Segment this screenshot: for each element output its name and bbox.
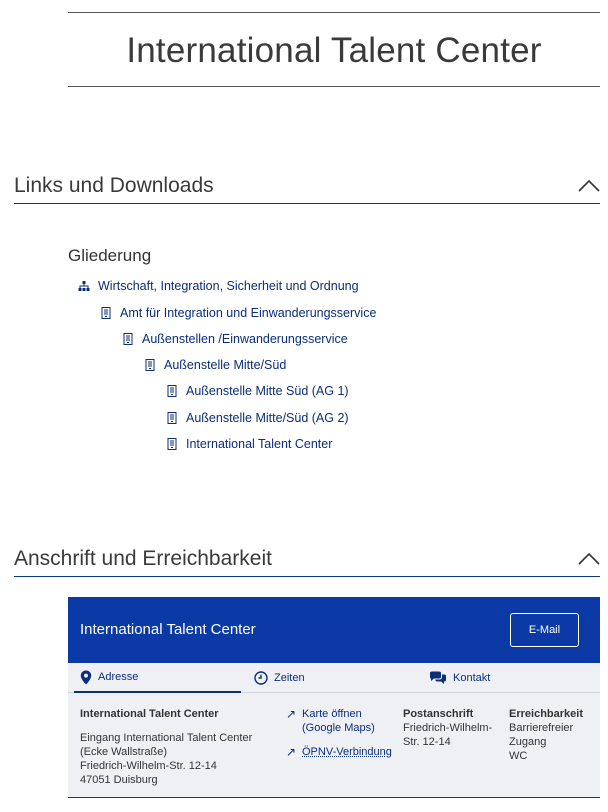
tree-item-label: Amt für Integration und Einwanderungsservice <box>120 306 377 320</box>
postal-line: Friedrich-Wilhelm- <box>403 722 493 734</box>
external-link-icon: ↗ <box>286 707 297 721</box>
building-icon <box>144 359 156 371</box>
building-icon <box>166 412 178 424</box>
access-line: Barrierefreier <box>509 722 574 734</box>
section-links-title: Links und Downloads <box>14 174 214 197</box>
map-link-label: Karte öffnen <box>302 708 362 720</box>
building-icon <box>100 307 112 319</box>
tree-item-label: Außenstellen /Einwanderungsservice <box>142 332 348 346</box>
card-header <box>68 597 600 663</box>
links-column <box>286 707 406 759</box>
tree-item-aussenstellen[interactable] <box>122 332 348 346</box>
section-links-header[interactable] <box>14 168 600 204</box>
access-column <box>509 707 599 763</box>
address-column <box>80 707 270 787</box>
tree-item-label: Außenstelle Mitte/Süd <box>164 358 287 372</box>
tree-item-label: International Talent Center <box>186 437 333 451</box>
card-tabs <box>68 663 600 693</box>
gliederung-title: Gliederung <box>68 246 152 265</box>
page-title: International Talent Center <box>126 31 542 70</box>
postal-column <box>403 707 503 749</box>
access-title: Erreichbarkeit <box>509 708 583 720</box>
address-name: International Talent Center <box>80 708 219 720</box>
org-chart-icon <box>78 280 90 292</box>
tree-item-label: Außenstelle Mitte Süd (AG 1) <box>186 384 349 398</box>
address-line: Eingang International Talent Center <box>80 732 253 744</box>
access-line: WC <box>509 750 528 762</box>
tree-item-ag1[interactable] <box>166 384 349 398</box>
section-address-title: Anschrift und Erreichbarkeit <box>14 547 272 570</box>
contact-card <box>68 597 600 798</box>
building-icon <box>166 438 178 450</box>
chevron-up-icon[interactable] <box>578 551 600 565</box>
transit-link-label: ÖPNV-Verbindung <box>302 746 392 758</box>
postal-title: Postanschrift <box>403 708 474 720</box>
tree-item-mitte-sued[interactable] <box>144 358 286 372</box>
map-link[interactable] <box>286 707 406 735</box>
tree-item-ag2[interactable] <box>166 411 349 425</box>
chat-icon <box>429 671 447 685</box>
building-icon <box>122 333 134 345</box>
tree-item-amt[interactable] <box>100 306 376 320</box>
tree-item-label: Außenstelle Mitte/Süd (AG 2) <box>186 411 349 425</box>
address-line: (Ecke Wallstraße) <box>80 746 167 758</box>
transit-link[interactable] <box>286 745 406 759</box>
tab-kontakt[interactable] <box>429 663 490 693</box>
map-pin-icon <box>80 670 92 685</box>
tree-item-wirtschaft[interactable] <box>78 279 359 293</box>
clock-icon <box>254 671 268 685</box>
section-address-header[interactable] <box>14 541 600 577</box>
tab-kontakt-label: Kontakt <box>453 672 491 684</box>
tab-adresse[interactable] <box>74 663 241 693</box>
external-link-icon: ↗ <box>286 745 297 759</box>
building-icon <box>166 385 178 397</box>
title-block <box>68 12 600 87</box>
map-link-label: (Google Maps) <box>302 722 375 734</box>
address-line: 47051 Duisburg <box>80 774 158 786</box>
access-line: Zugang <box>509 736 547 748</box>
card-title: International Talent Center <box>80 621 256 638</box>
tree-item-label: Wirtschaft, Integration, Sicherheit und Ordnung <box>98 279 359 293</box>
email-button[interactable]: E-Mail <box>510 613 579 647</box>
tree-item-itc[interactable] <box>166 437 332 451</box>
chevron-up-icon[interactable] <box>578 178 600 192</box>
tab-adresse-label: Adresse <box>98 671 139 683</box>
tab-zeiten[interactable] <box>254 663 305 693</box>
tab-zeiten-label: Zeiten <box>274 672 305 684</box>
postal-line: Str. 12-14 <box>403 736 451 748</box>
address-line: Friedrich-Wilhelm-Str. 12-14 <box>80 760 217 772</box>
